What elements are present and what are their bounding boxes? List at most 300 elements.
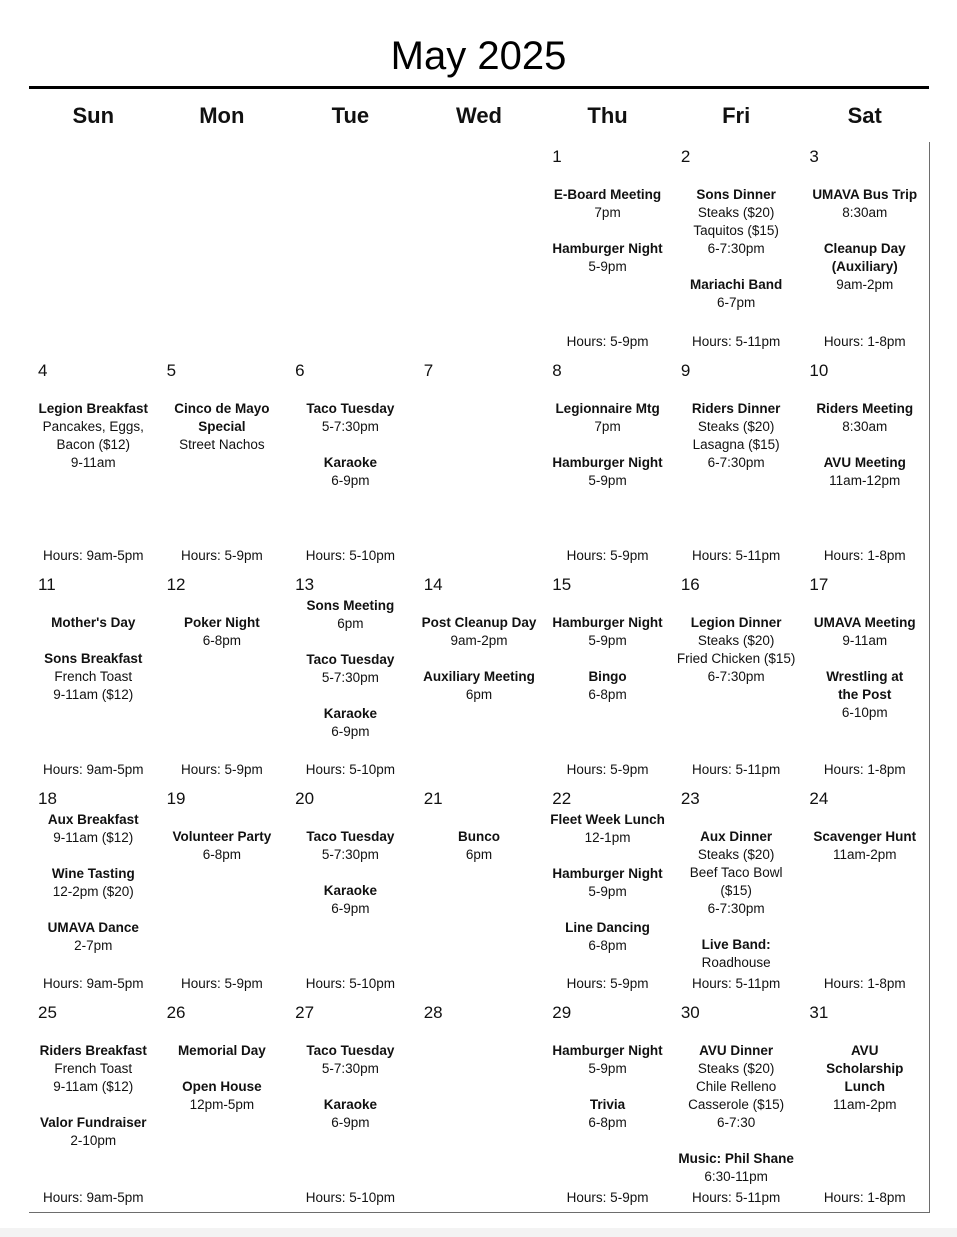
event-item	[29, 650, 158, 704]
event-list	[800, 614, 929, 722]
event-name: UMAVA Dance	[47, 920, 139, 935]
event-item	[672, 1042, 801, 1132]
event-name: Hamburger Night	[552, 455, 663, 470]
event-list	[286, 597, 415, 741]
event-list	[543, 186, 672, 276]
event-list	[800, 1042, 929, 1114]
day-number: 5	[166, 361, 177, 380]
event-item	[286, 454, 415, 490]
event-detail: 9-11am	[842, 633, 888, 648]
event-detail: 6-10pm	[841, 705, 888, 720]
event-detail: French Toast	[54, 1061, 133, 1076]
hours-label: Hours: 1-8pm	[823, 976, 906, 991]
weekday-fri: Fri	[722, 103, 751, 128]
day-cell-7	[415, 356, 545, 571]
day-number: 11	[38, 575, 56, 594]
event-detail: 9-11am ($12)	[53, 687, 134, 702]
event-detail: 9-11am	[70, 455, 116, 470]
day-cell-23	[672, 784, 802, 999]
event-list	[672, 1042, 801, 1186]
event-name: Memorial Day	[177, 1043, 266, 1058]
day-cell-26	[158, 998, 288, 1213]
event-name: AVU Dinner	[699, 1043, 774, 1058]
hours-label: Hours: 5-9pm	[566, 548, 649, 563]
day-cell-25	[29, 998, 159, 1213]
event-item	[672, 276, 801, 312]
day-number: 17	[809, 575, 829, 594]
day-number: 25	[38, 1003, 57, 1022]
event-item	[800, 454, 929, 490]
event-item	[800, 400, 929, 436]
day-number: 21	[423, 789, 443, 808]
event-name: Riders Dinner	[691, 401, 781, 416]
day-number: 26	[166, 1003, 186, 1022]
event-detail: ($15)	[720, 883, 752, 898]
event-list	[415, 614, 544, 704]
event-detail: Street Nachos	[179, 437, 265, 452]
day-cell-14	[415, 570, 545, 785]
event-detail: 6-9pm	[331, 473, 370, 488]
event-name: Hamburger Night	[552, 1043, 663, 1058]
event-name: Post Cleanup Day	[421, 615, 537, 630]
event-detail: Casserole ($15)	[688, 1097, 785, 1112]
day-cell-20	[286, 784, 416, 999]
event-detail: 11am-2pm	[832, 847, 897, 862]
day-cell-8	[543, 356, 673, 571]
event-list	[158, 828, 287, 864]
event-item	[286, 705, 415, 741]
day-cell-27	[286, 998, 416, 1213]
event-name: Fleet Week Lunch	[550, 812, 665, 827]
event-item	[672, 936, 801, 972]
event-detail: 12-2pm ($20)	[52, 884, 134, 899]
event-item	[800, 828, 929, 864]
event-name: Valor Fundraiser	[40, 1115, 147, 1130]
event-detail: 6-8pm	[588, 938, 627, 953]
event-item	[158, 1042, 287, 1060]
day-cell-2	[672, 142, 802, 357]
day-number: 7	[423, 361, 434, 380]
hours-label: Hours: 5-10pm	[305, 762, 396, 777]
day-cell-28	[415, 998, 545, 1213]
calendar-grid	[29, 142, 929, 1212]
event-name: Music: Phil Shane	[678, 1151, 794, 1166]
day-cell-30	[672, 998, 802, 1213]
event-item	[543, 400, 672, 436]
event-list	[800, 186, 929, 294]
event-name: Aux Breakfast	[47, 812, 139, 827]
event-list	[672, 186, 801, 312]
event-item	[672, 614, 801, 686]
hours-label: Hours: 1-8pm	[823, 762, 906, 777]
day-number: 29	[552, 1003, 572, 1022]
event-detail: Fried Chicken ($15)	[676, 651, 796, 666]
empty-day-cell	[158, 142, 288, 357]
event-item	[415, 614, 544, 650]
hours-label: Hours: 5-11pm	[691, 334, 781, 349]
event-list	[543, 400, 672, 490]
event-name: Mother's Day	[51, 615, 136, 630]
event-name: Legion Dinner	[690, 615, 782, 630]
event-detail: 2-10pm	[70, 1133, 117, 1148]
event-name: Hamburger Night	[552, 866, 663, 881]
day-cell-17	[800, 570, 930, 785]
day-number: 4	[38, 361, 48, 380]
day-cell-12	[158, 570, 288, 785]
event-name: AVU Scholarship Lunch	[826, 1043, 904, 1094]
event-detail: 5-7:30pm	[321, 1061, 379, 1076]
event-name: Taco Tuesday	[306, 652, 395, 667]
event-name: Hamburger Night	[552, 241, 663, 256]
hours-label: Hours: 9am-5pm	[43, 976, 144, 991]
event-detail: Beef Taco Bowl	[689, 865, 783, 880]
hours-label: Hours: 5-10pm	[305, 548, 396, 563]
hours-label: Hours: 5-11pm	[691, 1190, 781, 1205]
event-detail: 7pm	[594, 205, 621, 220]
event-list	[29, 400, 158, 472]
event-item	[543, 668, 672, 704]
event-detail: 6-9pm	[331, 1115, 370, 1130]
event-detail: 6-9pm	[331, 724, 370, 739]
event-detail: 5-9pm	[588, 633, 627, 648]
day-number: 31	[809, 1003, 829, 1022]
event-item	[158, 1078, 287, 1114]
event-detail: 6pm	[337, 616, 364, 631]
event-name: Poker Night	[183, 615, 260, 630]
day-cell-21	[415, 784, 545, 999]
event-name: Bingo	[588, 669, 627, 684]
event-detail: 8:30am	[842, 205, 888, 220]
event-list	[158, 1042, 287, 1114]
event-list	[29, 1042, 158, 1150]
event-detail: 6-7:30	[716, 1115, 756, 1130]
event-name: UMAVA Bus Trip	[812, 187, 918, 202]
event-detail: 12pm-5pm	[189, 1097, 255, 1112]
event-detail: 9am-2pm	[450, 633, 508, 648]
hours-label: Hours: 5-9pm	[180, 976, 263, 991]
event-detail: 11am-12pm	[829, 473, 901, 488]
event-detail: 5-9pm	[588, 259, 627, 274]
event-list	[543, 811, 672, 955]
event-list	[800, 400, 929, 490]
event-name: Bunco	[457, 829, 500, 844]
event-list	[800, 828, 929, 864]
event-detail: 6-8pm	[202, 847, 241, 862]
event-name: Riders Breakfast	[39, 1043, 147, 1058]
day-cell-13	[286, 570, 416, 785]
event-name: Sons Breakfast	[44, 651, 143, 666]
event-item	[800, 668, 929, 722]
event-item	[543, 919, 672, 955]
event-detail: Taquitos ($15)	[693, 223, 779, 238]
event-detail: 12-1pm	[584, 830, 631, 845]
day-cell-19	[158, 784, 288, 999]
event-name: Auxiliary Meeting	[423, 669, 535, 684]
event-name: Line Dancing	[565, 920, 650, 935]
event-item	[29, 811, 158, 847]
day-number: 15	[552, 575, 572, 594]
event-name: Mariachi Band	[689, 277, 783, 292]
event-list	[286, 400, 415, 490]
event-detail: 5-9pm	[588, 884, 627, 899]
hours-label: Hours: 5-10pm	[305, 976, 396, 991]
event-detail: 5-7:30pm	[321, 847, 379, 862]
calendar-title: May 2025	[390, 34, 567, 78]
page-bottom-band	[0, 1228, 957, 1237]
event-item	[29, 865, 158, 901]
day-number: 23	[680, 789, 700, 808]
day-cell-24	[800, 784, 930, 999]
event-detail: 9-11am ($12)	[53, 1079, 134, 1094]
event-name: Karaoke	[323, 1097, 378, 1112]
event-detail: 6-7pm	[716, 295, 756, 310]
event-item	[158, 614, 287, 650]
event-list	[543, 614, 672, 704]
empty-day-cell	[29, 142, 159, 357]
event-name: Open House	[182, 1079, 262, 1094]
day-number: 20	[295, 789, 315, 808]
day-cell-3	[800, 142, 930, 357]
day-cell-11	[29, 570, 159, 785]
event-detail: 6-7:30pm	[707, 901, 765, 916]
event-name: Cinco de Mayo Special	[174, 401, 270, 434]
event-item	[543, 454, 672, 490]
event-list	[415, 828, 544, 864]
event-name: AVU Meeting	[823, 455, 906, 470]
day-number: 3	[809, 147, 819, 166]
event-detail: Pancakes, Eggs,	[42, 419, 144, 434]
event-detail: 6-7:30pm	[707, 455, 765, 470]
hours-label: Hours: 9am-5pm	[43, 762, 144, 777]
hours-label: Hours: 9am-5pm	[43, 1190, 144, 1205]
empty-day-cell	[286, 142, 416, 357]
hours-label: Hours: 5-9pm	[566, 762, 649, 777]
event-name: Sons Meeting	[306, 598, 395, 613]
event-list	[286, 1042, 415, 1132]
day-number: 12	[166, 575, 186, 594]
event-item	[158, 828, 287, 864]
event-list	[672, 400, 801, 472]
event-item	[672, 400, 801, 472]
event-name: Taco Tuesday	[306, 401, 395, 416]
event-detail: Steaks ($20)	[697, 1061, 775, 1076]
day-cell-29	[543, 998, 673, 1213]
event-detail: French Toast	[54, 669, 133, 684]
weekday-wed: Wed	[455, 103, 502, 128]
event-name: Sons Dinner	[696, 187, 776, 202]
event-detail: Steaks ($20)	[697, 205, 775, 220]
event-item	[415, 668, 544, 704]
event-detail: 5-9pm	[588, 1061, 627, 1076]
event-detail: 6-8pm	[202, 633, 241, 648]
hours-label: Hours: 9am-5pm	[43, 548, 144, 563]
hours-label: Hours: 1-8pm	[823, 334, 906, 349]
event-list	[29, 811, 158, 955]
event-item	[29, 919, 158, 955]
hours-label: Hours: 5-9pm	[180, 548, 263, 563]
event-list	[672, 828, 801, 972]
event-item	[800, 614, 929, 650]
event-name: Scavenger Hunt	[813, 829, 917, 844]
day-number: 22	[552, 789, 572, 808]
day-number: 10	[809, 361, 829, 380]
event-item	[543, 240, 672, 276]
event-item	[29, 1042, 158, 1096]
day-number: 30	[680, 1003, 700, 1022]
event-detail: 6-8pm	[588, 1115, 627, 1130]
event-detail: 7pm	[594, 419, 621, 434]
weekday-header-row	[29, 90, 929, 142]
event-item	[800, 1042, 929, 1114]
event-detail: 6pm	[465, 687, 493, 702]
event-detail: Bacon ($12)	[56, 437, 131, 452]
event-list	[672, 614, 801, 686]
event-item	[286, 1042, 415, 1078]
event-item	[672, 186, 801, 258]
event-item	[543, 865, 672, 901]
event-detail: 6-7:30pm	[707, 669, 765, 684]
day-number: 9	[680, 361, 691, 380]
day-cell-6	[286, 356, 416, 571]
day-number: 1	[552, 147, 562, 166]
event-name: Karaoke	[323, 455, 378, 470]
event-detail: 9-11am ($12)	[53, 830, 134, 845]
hours-label: Hours: 5-11pm	[691, 976, 781, 991]
day-cell-22	[543, 784, 673, 999]
event-item	[286, 597, 415, 633]
day-number: 19	[166, 789, 186, 808]
event-detail: 6:30-11pm	[704, 1169, 768, 1184]
event-name: Karaoke	[323, 883, 378, 898]
event-name: Trivia	[589, 1097, 626, 1112]
event-item	[543, 1042, 672, 1078]
event-detail: 5-7:30pm	[321, 670, 379, 685]
event-item	[29, 400, 158, 472]
event-detail: Steaks ($20)	[697, 847, 775, 862]
day-cell-9	[672, 356, 802, 571]
day-number: 28	[423, 1003, 443, 1022]
event-name: Wrestling at the Post	[826, 669, 904, 702]
day-number: 24	[809, 789, 829, 808]
event-name: Live Band:	[701, 937, 771, 952]
day-cell-15	[543, 570, 673, 785]
hours-label: Hours: 5-11pm	[691, 548, 781, 563]
event-item	[286, 651, 415, 687]
event-name: Wine Tasting	[51, 866, 135, 881]
event-item	[543, 614, 672, 650]
event-detail: 5-7:30pm	[321, 419, 379, 434]
event-list	[29, 614, 158, 704]
event-item	[286, 882, 415, 918]
event-item	[543, 1096, 672, 1132]
day-number: 16	[680, 575, 700, 594]
event-detail: Roadhouse	[701, 955, 771, 970]
event-name: Hamburger Night	[552, 615, 663, 630]
weekday-thu: Thu	[587, 103, 628, 128]
weekday-sat: Sat	[847, 103, 882, 128]
event-detail: Chile Relleno	[695, 1079, 777, 1094]
event-name: E-Board Meeting	[553, 187, 662, 202]
day-number: 8	[552, 361, 562, 380]
hours-label: Hours: 5-9pm	[566, 334, 649, 349]
event-list	[158, 614, 287, 650]
event-name: Volunteer Party	[172, 829, 272, 844]
event-item	[158, 400, 287, 454]
day-number: 13	[295, 575, 315, 594]
hours-label: Hours: 5-9pm	[180, 762, 263, 777]
day-cell-10	[800, 356, 930, 571]
event-detail: 2-7pm	[74, 938, 113, 953]
hours-label: Hours: 1-8pm	[823, 548, 906, 563]
event-item	[672, 1150, 801, 1186]
event-detail: 6-8pm	[588, 687, 627, 702]
hours-label: Hours: 5-10pm	[305, 1190, 396, 1205]
event-name: Legionnaire Mtg	[555, 401, 660, 416]
event-item	[29, 1114, 158, 1150]
day-number: 2	[680, 147, 691, 166]
event-detail: 11am-2pm	[832, 1097, 897, 1112]
day-number: 18	[38, 789, 57, 808]
event-detail: 5-9pm	[588, 473, 627, 488]
day-number: 6	[295, 361, 305, 380]
event-detail: 9am-2pm	[836, 277, 894, 292]
event-name: Taco Tuesday	[306, 829, 395, 844]
event-detail: 6pm	[465, 847, 493, 862]
hours-label: Hours: 5-11pm	[691, 762, 781, 777]
event-name: UMAVA Meeting	[813, 615, 916, 630]
hours-label: Hours: 5-9pm	[566, 1190, 649, 1205]
hours-label: Hours: 1-8pm	[823, 1190, 906, 1205]
event-detail: 6-7:30pm	[707, 241, 765, 256]
day-cell-1	[543, 142, 673, 357]
day-cell-18	[29, 784, 159, 999]
day-cell-5	[158, 356, 288, 571]
empty-day-cell	[415, 142, 545, 357]
event-detail: 8:30am	[842, 419, 888, 434]
day-number: 27	[295, 1003, 315, 1022]
title-divider	[29, 86, 929, 89]
event-item	[672, 828, 801, 918]
event-name: Cleanup Day (Auxiliary)	[823, 241, 906, 274]
day-cell-31	[800, 998, 930, 1213]
event-name: Legion Breakfast	[38, 401, 149, 416]
event-item	[800, 186, 929, 222]
event-item	[543, 186, 672, 222]
event-item	[286, 1096, 415, 1132]
hours-label: Hours: 5-9pm	[566, 976, 649, 991]
event-name: Aux Dinner	[700, 829, 773, 844]
event-item	[800, 240, 929, 294]
event-name: Taco Tuesday	[306, 1043, 395, 1058]
event-name: Riders Meeting	[816, 401, 914, 416]
event-list	[543, 1042, 672, 1132]
weekday-sun: Sun	[72, 103, 115, 128]
day-number: 14	[423, 575, 443, 594]
event-item	[415, 828, 544, 864]
event-detail: Steaks ($20)	[697, 633, 775, 648]
event-item	[29, 614, 158, 632]
day-cell-16	[672, 570, 802, 785]
event-list	[158, 400, 287, 454]
event-item	[543, 811, 672, 847]
event-detail: Steaks ($20)	[697, 419, 775, 434]
event-item	[286, 400, 415, 436]
event-detail: 6-9pm	[331, 901, 370, 916]
event-detail: Lasagna ($15)	[692, 437, 780, 452]
day-cell-4	[29, 356, 159, 571]
weekday-mon: Mon	[199, 103, 245, 128]
weekday-tue: Tue	[331, 103, 370, 128]
